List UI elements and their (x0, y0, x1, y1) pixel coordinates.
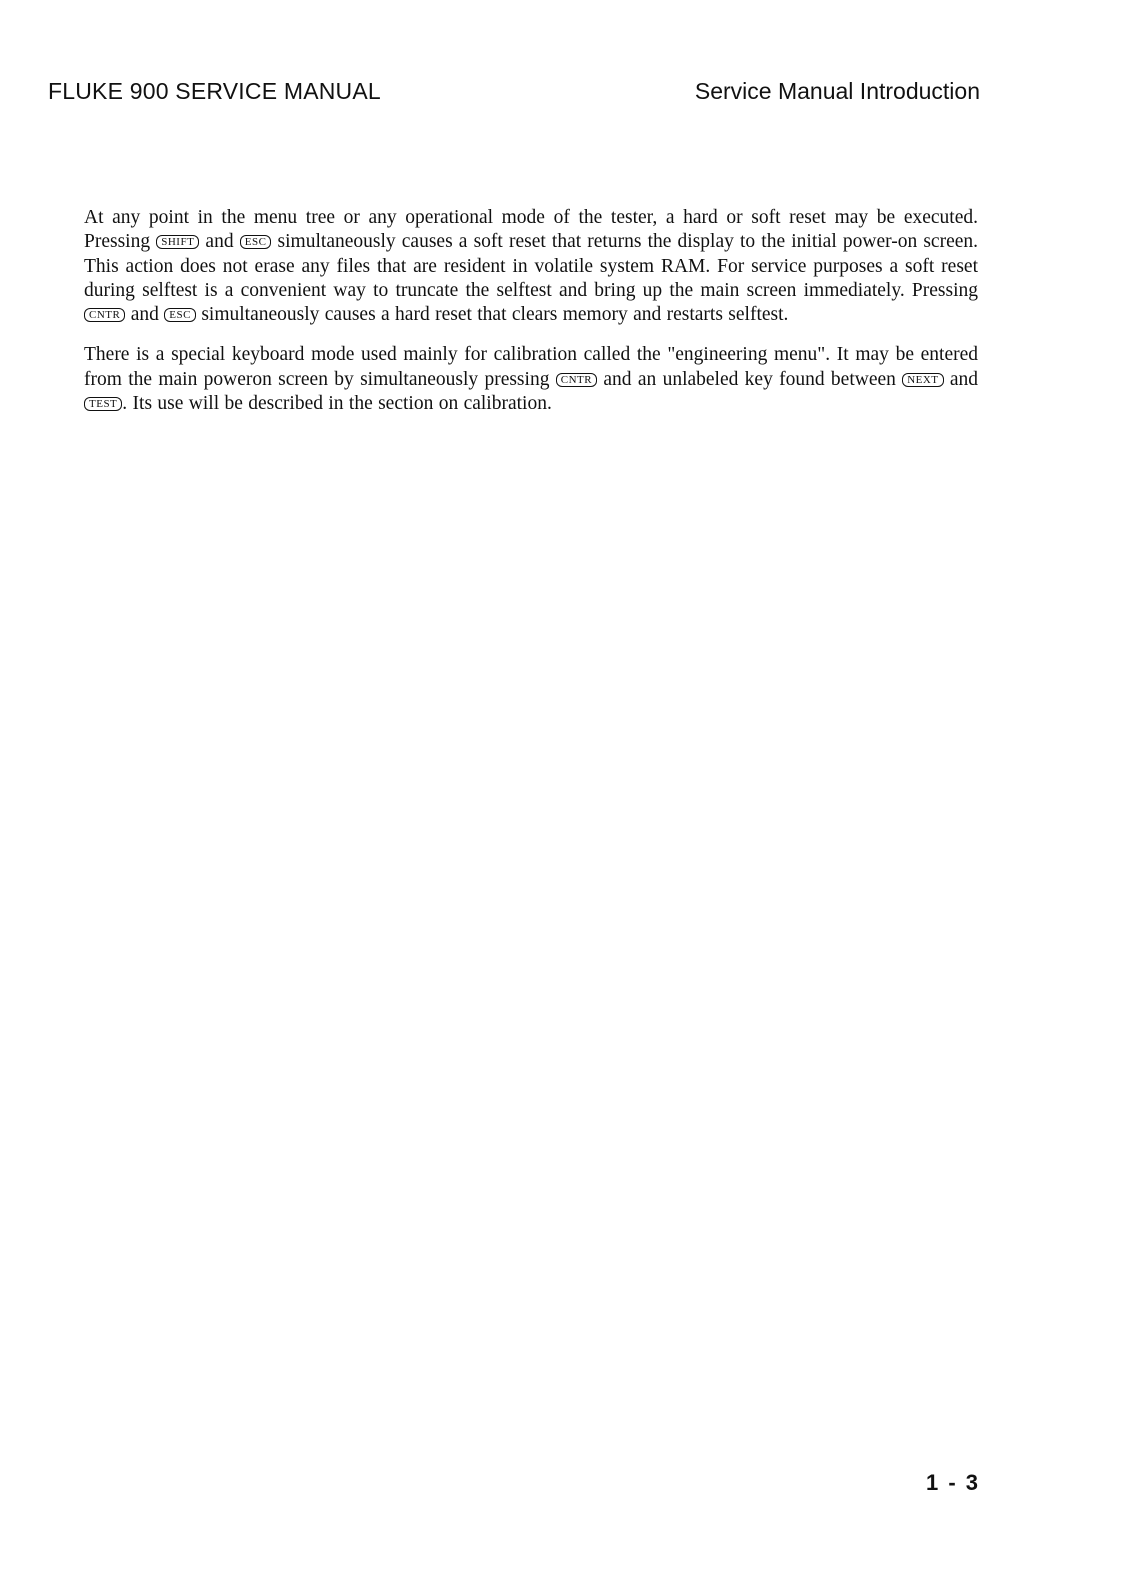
key-esc: ESC (240, 235, 272, 249)
text-run: There is a special keyboard mode used mainly for calibration called the "engineering menu". It may be entered from the main poweron screen by simultaneously pressing (84, 344, 978, 390)
key-cntr: CNTR (556, 373, 597, 387)
key-esc: ESC (164, 308, 196, 322)
key-shift: SHIFT (156, 235, 199, 249)
text-run: and (125, 304, 165, 326)
text-run: simultaneously causes a hard reset that clears memory and restarts selftest. (195, 304, 789, 326)
text-run: simultaneously causes a soft reset that returns the display to the initial power-on screen. This action does not erase any files that are resident in volatile system RAM. For service purposes a soft reset during selftest is a convenient way to truncate the selftest and bring up the main screen immediately. Pressing (84, 231, 979, 301)
key-next: NEXT (902, 373, 943, 387)
text-run: and (199, 231, 240, 253)
body-text (84, 206, 978, 432)
paragraph-reset (84, 206, 978, 327)
key-cntr: CNTR (84, 308, 125, 322)
text-run: and (943, 368, 978, 390)
key-test: TEST (84, 397, 122, 411)
paragraph-engineering-menu (84, 343, 978, 416)
text-run: and an unlabeled key found between (597, 368, 903, 390)
text-run: At any point in the menu tree or any operational mode of the tester, a hard or soft reset may be executed. Pressing (84, 207, 978, 253)
text-run: . Its use will be described in the section on calibration. (122, 393, 552, 415)
header-section-title: Service Manual Introduction (694, 78, 980, 104)
page-number: 1 - 3 (925, 1470, 980, 1495)
header-manual-title: FLUKE 900 SERVICE MANUAL (48, 78, 381, 104)
